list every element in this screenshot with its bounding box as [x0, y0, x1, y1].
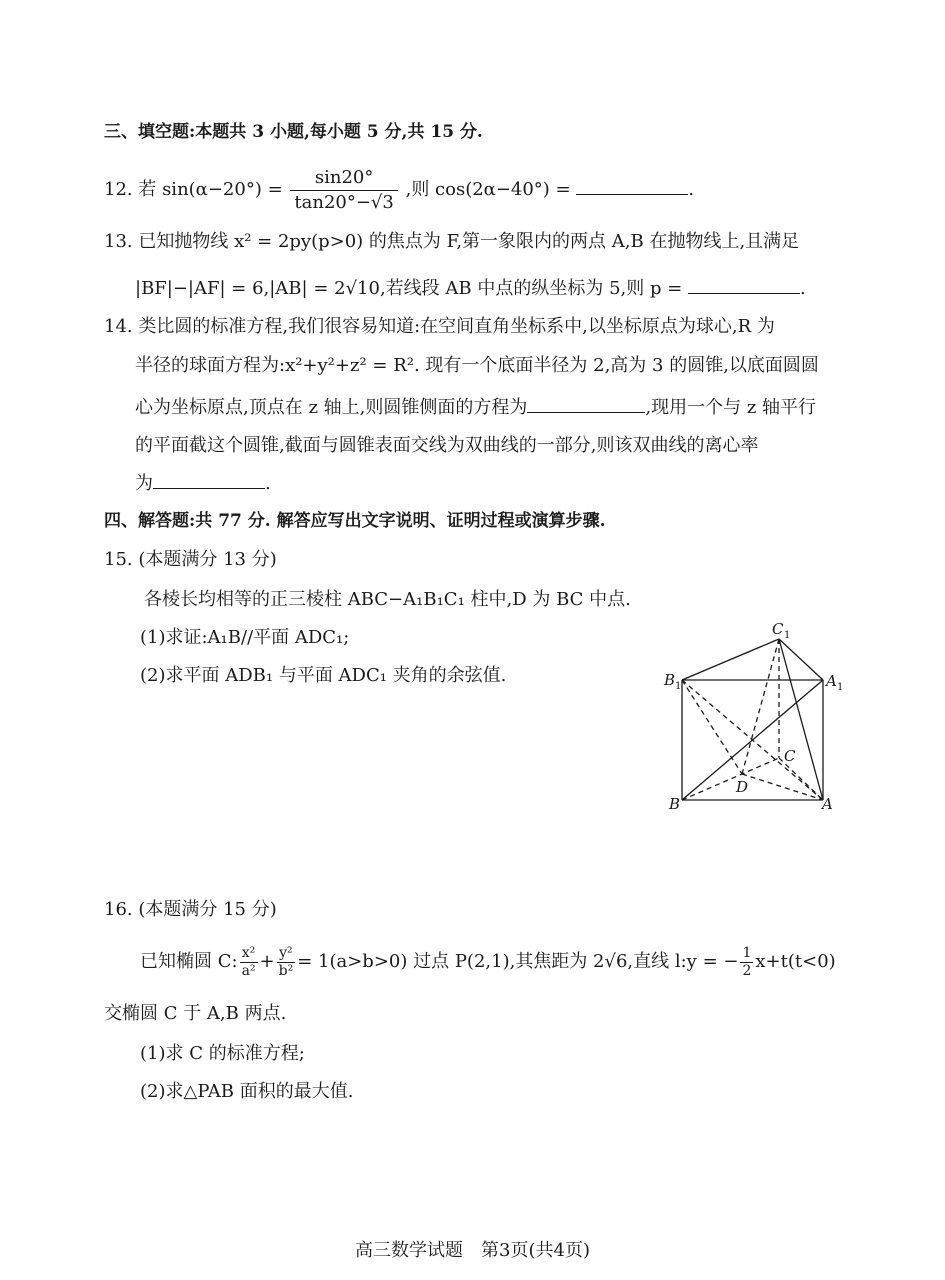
- ellipse-x-num: x²: [240, 945, 258, 963]
- ellipse-y-num: y²: [277, 945, 296, 963]
- page-footer: 高三数学试题 第3页(共4页): [355, 1240, 590, 1261]
- q12-numerator: sin20°: [290, 166, 397, 191]
- ellipse-x-fraction: [240, 945, 258, 980]
- ellipse-y-fraction: [277, 945, 296, 980]
- q14-line-3: [135, 392, 816, 422]
- q16-stem-a: 已知椭圆 C:: [140, 951, 238, 972]
- label-B1-sub: 1: [675, 681, 682, 692]
- q14-line-2: 半径的球面方程为:x²+y²+z² = R². 现有一个底面半径为 2,高为 3 的圆锥,以底面圆圆: [135, 355, 819, 376]
- q12-answer-blank: [576, 174, 688, 195]
- prism-figure: [660, 618, 850, 818]
- q15-part-2: (2)求平面 ADB₁ 与平面 ADC₁ 夹角的余弦值.: [140, 665, 507, 686]
- q13-end: .: [800, 278, 806, 299]
- slope-fraction: [740, 945, 753, 980]
- q16-stem-b: = 1(a>b>0) 过点 P(2,1),其焦距为 2√6,直线 l:y = −: [297, 951, 739, 972]
- segment-DA: [742, 774, 823, 800]
- q16-part-2: (2)求△PAB 面积的最大值.: [140, 1081, 354, 1102]
- q12-suffix: ,则 cos(2α−40°) =: [405, 179, 571, 200]
- q15-stem: 各棱长均相等的正三棱柱 ABC−A₁B₁C₁ 柱中,D 为 BC 中点.: [144, 589, 631, 610]
- edge-B1C1: [682, 639, 779, 680]
- q14-line-5: [135, 468, 271, 498]
- q14-line-3a: 心为坐标原点,顶点在 z 轴上,则圆锥侧面的方程为: [135, 397, 528, 418]
- q14-line-5b: .: [265, 473, 271, 494]
- q12-prefix: 12. 若 sin(α−20°) =: [104, 179, 283, 200]
- q13-line-1: 13. 已知抛物线 x² = 2py(p>0) 的焦点为 F,第一象限内的两点 A,B 在抛物线上,且满足: [104, 231, 800, 252]
- label-D: D: [736, 778, 749, 796]
- q15-part-1: (1)求证:A₁B//平面 ADC₁;: [140, 627, 350, 648]
- section-4-heading: 四、解答题:共 77 分. 解答应写出文字说明、证明过程或演算步骤.: [104, 511, 606, 531]
- q13-line-2-text: |BF|−|AF| = 6,|AB| = 2√10,若线段 AB 中点的纵坐标为 5,则 p =: [135, 278, 683, 299]
- segment-C1D: [742, 639, 779, 774]
- q14-line-5a: 为: [135, 473, 153, 494]
- label-A1: A: [826, 672, 837, 690]
- section-3-heading: 三、填空题:本题共 3 小题,每小题 5 分,共 15 分.: [104, 122, 483, 142]
- q13-line-2: [135, 273, 806, 303]
- label-B: B: [669, 795, 681, 813]
- label-C1: C: [772, 620, 784, 638]
- q16-stem-c: x+t(t<0): [755, 951, 836, 972]
- slope-num: 1: [742, 944, 752, 961]
- question-12: [104, 160, 694, 220]
- q14-line-3b: ,现用一个与 z 轴平行: [645, 397, 817, 418]
- edge-BC: [682, 758, 779, 800]
- q16-title: 16. (本题满分 15 分): [104, 899, 277, 920]
- q14-answer-blank-1: [527, 392, 645, 413]
- ellipse-plus: +: [259, 951, 275, 972]
- q12-end: .: [688, 179, 695, 200]
- q16-stem-line-2: 交椭圆 C 于 A,B 两点.: [104, 1003, 287, 1024]
- ellipse-x-den: a²: [241, 962, 256, 979]
- edge-C1A1: [779, 639, 823, 680]
- q12-fraction: [290, 166, 397, 215]
- q16-part-1: (1)求 C 的标准方程;: [140, 1043, 305, 1064]
- slope-den: 2: [742, 962, 752, 979]
- segment-B1D: [682, 680, 742, 774]
- q14-line-4: 的平面截这个圆锥,截面与圆锥表面交线为双曲线的一部分,则该双曲线的离心率: [135, 435, 759, 456]
- q16-stem: [140, 934, 836, 990]
- q12-denominator: tan20°−√3: [294, 191, 394, 213]
- q14-answer-blank-2: [153, 468, 265, 489]
- segment-C1A: [779, 639, 823, 800]
- q14-line-1: 14. 类比圆的标准方程,我们很容易知道:在空间直角坐标系中,以坐标原点为球心,R 为: [104, 316, 775, 337]
- label-A1-sub: 1: [837, 682, 844, 693]
- label-C1-sub: 1: [784, 630, 791, 641]
- q13-answer-blank: [688, 273, 800, 294]
- ellipse-y-den: b²: [278, 962, 294, 979]
- label-A: A: [822, 795, 833, 813]
- label-B1: B: [664, 671, 676, 689]
- label-C: C: [784, 747, 796, 765]
- q15-title: 15. (本题满分 13 分): [104, 549, 277, 570]
